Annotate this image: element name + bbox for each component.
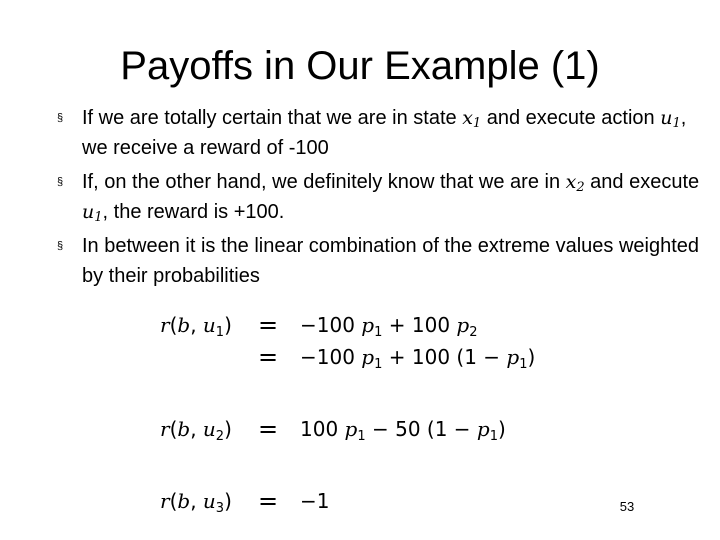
- bullet-marker-icon: §: [57, 112, 64, 124]
- equals-sign: =: [258, 415, 279, 443]
- equals-sign: =: [258, 311, 279, 339]
- math-variable: $u_1$: [660, 107, 681, 131]
- equation-rhs: 100 $p_1 - 50$ $(1 - p_1)$: [300, 417, 506, 444]
- bullet-marker-icon: §: [57, 240, 64, 252]
- slide-title: Payoffs in Our Example (1): [120, 44, 600, 88]
- bullet-text: , we receive a reward of -100: [82, 107, 687, 159]
- equation-rhs: −100 $p_1 + 100$ $p_2$: [300, 313, 478, 340]
- math-variable: $u_1$: [82, 201, 103, 225]
- equals-sign: =: [258, 343, 279, 371]
- bullet-text: If we are totally certain that we are in state: [82, 107, 463, 129]
- bullet-item-certain-x1: [57, 103, 707, 163]
- equals-sign: =: [258, 487, 279, 515]
- equation-lhs: r(b, $u_1$): [160, 313, 232, 340]
- equation-lhs: r(b, $u_3$): [160, 489, 232, 516]
- page-number: 53: [619, 499, 635, 514]
- bullet-text: In between it is the linear combination of the extreme values weighted by their probabilities: [82, 235, 700, 287]
- bullet-text: , the reward is +100.: [102, 201, 285, 223]
- bullet-text: and execute action: [481, 107, 661, 129]
- bullet-text: If, on the other hand, we definitely know that we are in: [82, 171, 566, 193]
- bullet-item-certain-x2: [57, 167, 707, 227]
- equation-rhs: −1: [300, 489, 330, 513]
- math-variable: $x_1$: [462, 107, 482, 131]
- equation-rhs: −100 $p_1 + 100$ $(1 - p_1)$: [300, 345, 536, 372]
- equation-lhs: r(b, $u_2$): [160, 417, 232, 444]
- math-variable: $x_2$: [565, 171, 585, 195]
- bullet-list: [57, 103, 707, 295]
- bullet-text: and execute: [584, 171, 700, 193]
- bullet-marker-icon: §: [57, 176, 64, 188]
- bullet-item-linear-combination: [57, 231, 707, 291]
